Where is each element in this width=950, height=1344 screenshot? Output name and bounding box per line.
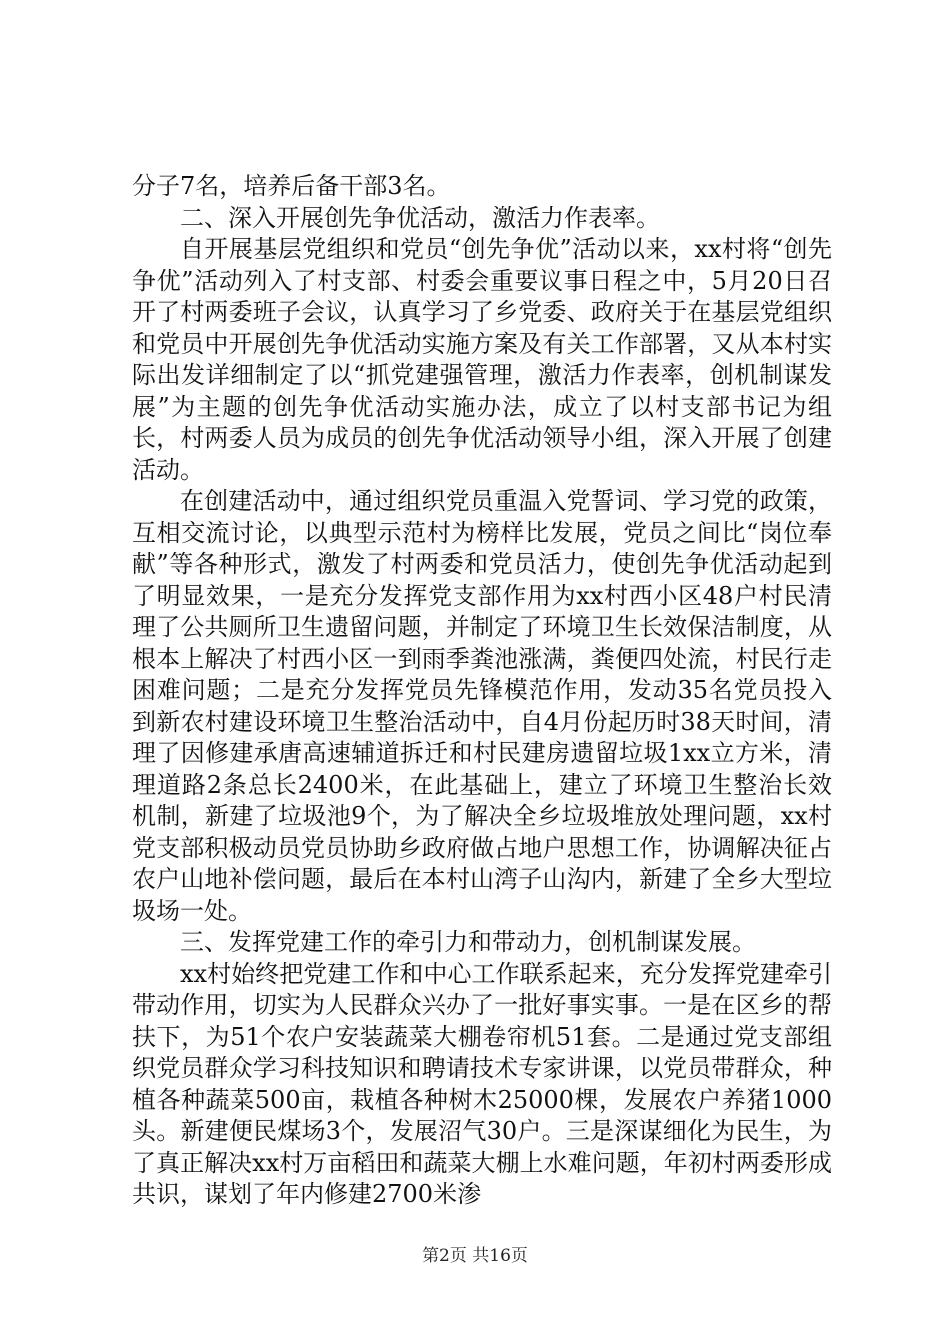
paragraph-1: 分子7名，培养后备干部3名。 xyxy=(132,172,451,200)
document-body xyxy=(132,171,832,1211)
paragraph-3: 自开展基层党组织和党员“创先争优”活动以来，xx村将“创先争优”活动列入了村支部、村委会重要议事日程之中，5月20日召开了村两委班子会议，认真学习了乡党委、政府关于在基层党组织和党员中开展创先争优活动实施方案及有关工作部署，又从本村实际出发详细制定了以“抓党建强管理，激活力作表率，创机制谋发展”为主题的创先争优活动实施办法，成立了以村支部书记为组长，村两委人员为成员的创先争优活动领导小组，深入开展了创建活动。 xyxy=(132,235,832,484)
section-heading-3: 三、发挥党建工作的牵引力和带动力，创机制谋发展。 xyxy=(180,928,756,956)
page-number-footer: 第2页 共16页 xyxy=(422,1246,528,1266)
section-heading-2: 二、深入开展创先争优活动，激活力作表率。 xyxy=(180,203,660,232)
paragraph-4: 在创建活动中，通过组织党员重温入党誓词、学习党的政策，互相交流讨论，以典型示范村为榜样比发展，党员之间比“岗位奉献”等各种形式，激发了村两委和党员活力，使创先争优活动起到了明显效果，一是充分发挥党支部作用为xx村西小区48户村民清理了公共厕所卫生遗留问题，并制定了环境卫生长效保洁制度，从根本上解决了村西小区一到雨季粪池涨满，粪便四处流，村民行走困难问题；二是充分发挥党员先锋模范作用，发动35名党员投入到新农村建设环境卫生整治活动中，自4月份起历时38天时间，清理了因修建承唐高速辅道拆迁和村民建房遗留垃圾1xx立方米，清理道路2条总长2400米，在此基础上，建立了环境卫生整治长效机制，新建了垃圾池9个，为了解决全乡垃圾堆放处理问题，xx村党支部积极动员党员协助乡政府做占地户思想工作，协调解决征占农户山地补偿问题，最后在本村山湾子山沟内，新建了全乡大型垃圾场一处。 xyxy=(132,487,832,925)
paragraph-6: xx村始终把党建工作和中心工作联系起来，充分发挥党建牵引带动作用，切实为人民群众兴办了一批好事实事。一是在区乡的帮扶下，为51个农户安装蔬菜大棚卷帘机51套。二是通过党支部组织党员群众学习科技知识和聘请技术专家讲课，以党员带群众，种植各种蔬菜500亩，栽植各种树木25000棵，发展农户养猪1000头。新建便民煤场3个，发展沼气30户。三是深谋细化为民生，为了真正解决xx村万亩稻田和蔬菜大棚上水难问题，年初村两委形成共识，谋划了年内修建2700米渗 xyxy=(132,959,832,1208)
